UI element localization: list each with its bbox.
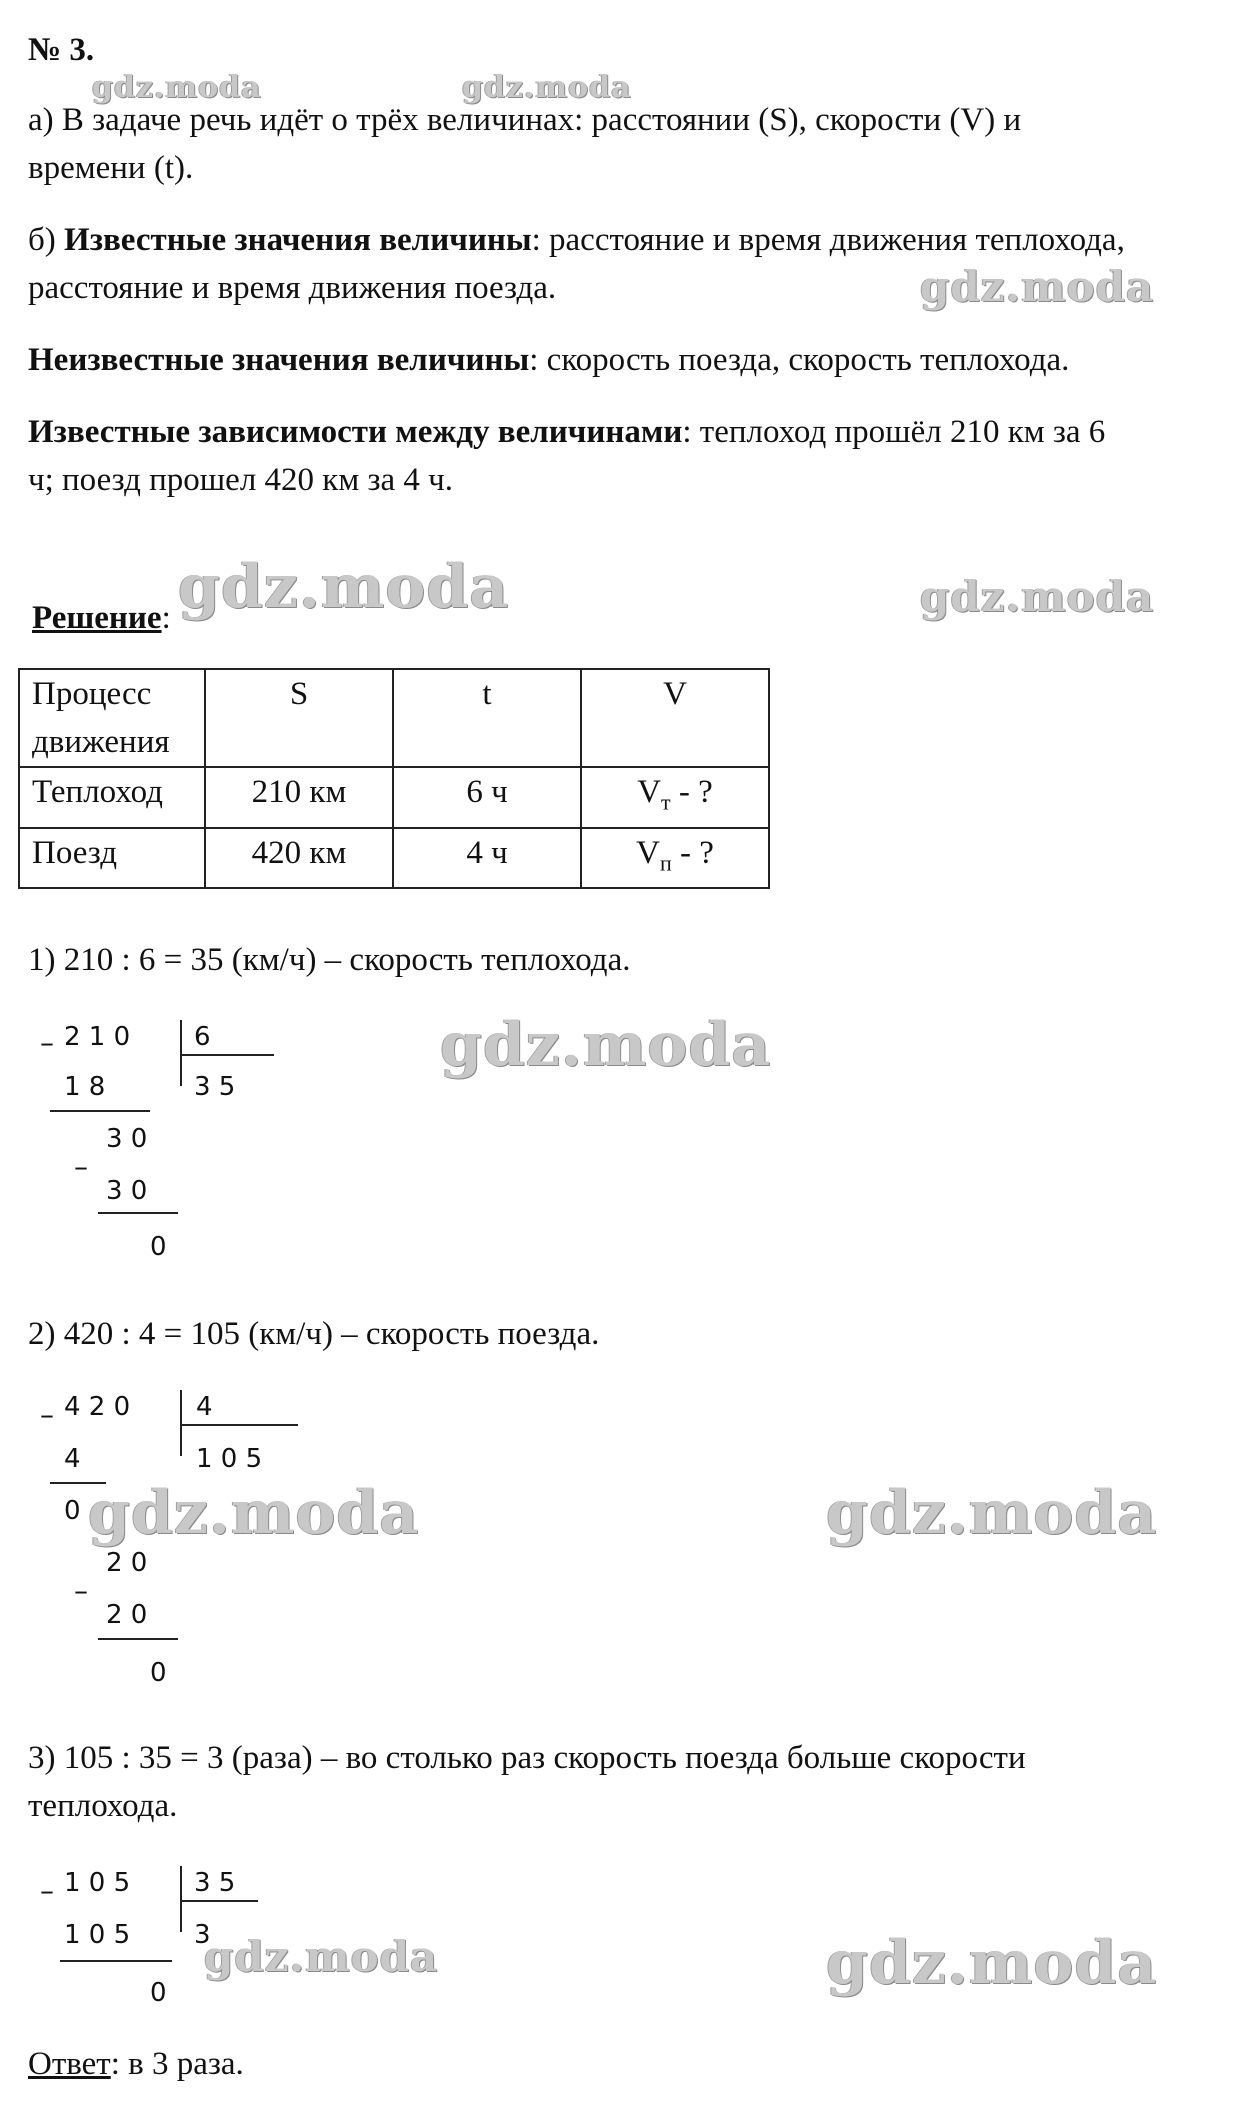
paragraph-a-line1: а) В задаче речь идёт о трёх величинах: расстоянии (S), скорости (V) и — [28, 102, 1022, 138]
table-row — [19, 767, 769, 828]
divisor: 4 — [196, 1392, 213, 1422]
step-1: 1) 210 : 6 = 35 (км/ч) – скорость теплохода. — [28, 942, 631, 978]
cell-name: Теплоход — [19, 767, 205, 828]
division-line — [182, 1424, 298, 1426]
watermark: gdz.moda — [178, 552, 510, 622]
division-bar — [180, 1390, 182, 1456]
solution-colon: : — [161, 600, 171, 636]
answer-label: Ответ — [28, 2046, 111, 2082]
watermark: gdz.moda — [204, 1932, 439, 1981]
watermark: gdz.moda — [920, 572, 1155, 621]
header-t: t — [393, 669, 581, 767]
watermark: gdz.moda — [462, 70, 632, 105]
quotient: 1 0 5 — [196, 1444, 263, 1474]
header-process: Процесс движения — [19, 669, 205, 767]
dependencies-line2: ч; поезд прошел 420 км за 4 ч. — [28, 462, 453, 498]
remainder: 0 — [150, 1978, 167, 2008]
step-2: 2) 420 : 4 = 105 (км/ч) – скорость поезда. — [28, 1316, 600, 1352]
answer-text: : в 3 раза. — [110, 2046, 244, 2082]
paragraph-b-prefix: б) — [28, 222, 65, 258]
remainder: 0 — [150, 1232, 167, 1262]
solution-label: Решение — [32, 600, 162, 636]
subtrahend: 3 0 — [106, 1176, 148, 1206]
watermark: gdz.moda — [920, 262, 1155, 311]
minus-sign: – — [40, 1398, 54, 1431]
quotient: 3 — [194, 1920, 211, 1950]
watermark: gdz.moda — [88, 1478, 420, 1548]
subtrahend: 1 8 — [64, 1072, 106, 1102]
cell-s: 420 км — [205, 828, 393, 889]
table-row — [19, 828, 769, 889]
dividend: 4 2 0 — [64, 1392, 131, 1422]
paragraph-b-line1 — [28, 216, 1125, 264]
watermark: gdz.moda — [826, 1928, 1158, 1998]
paragraph-a-line2: времени (t). — [28, 150, 194, 186]
header-s: S — [205, 669, 393, 767]
divisor: 3 5 — [194, 1868, 236, 1898]
minus-sign: – — [40, 1026, 54, 1059]
answer-line — [28, 2040, 244, 2088]
data-table — [18, 668, 770, 889]
table-header-row — [19, 669, 769, 767]
watermark: gdz.moda — [826, 1478, 1158, 1548]
dependencies-line1 — [28, 408, 1105, 456]
unknown-values-label: Неизвестные значения величины — [28, 342, 530, 378]
underline — [60, 1960, 172, 1962]
underline — [50, 1110, 150, 1112]
unknown-values-text: : скорость поезда, скорость теплохода. — [529, 342, 1070, 378]
cell-v: $V_т$ - ? — [581, 767, 769, 828]
cell-t: 4 ч — [393, 828, 581, 889]
subtrahend: 2 0 — [106, 1600, 148, 1630]
dividend: 1 0 5 — [64, 1868, 131, 1898]
task-heading: № 3. — [28, 32, 95, 68]
unknown-values-line — [28, 336, 1069, 384]
cell-t: 6 ч — [393, 767, 581, 828]
division-bar — [180, 1866, 182, 1932]
watermark: gdz.moda — [92, 70, 262, 105]
underline — [98, 1638, 178, 1640]
dependencies-label: Известные зависимости между величинами — [28, 414, 683, 450]
cell-name: Поезд — [19, 828, 205, 889]
quotient: 3 5 — [194, 1072, 236, 1102]
cell-v: $V_п$ - ? — [581, 828, 769, 889]
divisor: 6 — [194, 1022, 211, 1052]
paragraph-b-line2: расстояние и время движения поезда. — [28, 270, 557, 306]
minus-sign: – — [74, 1150, 88, 1183]
dividend: 2 1 0 — [64, 1022, 131, 1052]
subtrahend: 1 0 5 — [64, 1920, 131, 1950]
partial: 3 0 — [106, 1124, 148, 1154]
division-line — [182, 1900, 258, 1902]
subtrahend: 4 — [64, 1444, 81, 1474]
known-values-text: : расстояние и время движения теплохода, — [531, 222, 1125, 258]
dependencies-text: : теплоход прошёл 210 км за 6 — [682, 414, 1106, 450]
division-bar — [180, 1020, 182, 1086]
watermark: gdz.moda — [440, 1010, 772, 1080]
header-v: V — [581, 669, 769, 767]
known-values-label: Известные значения величины — [64, 222, 532, 258]
cell-s: 210 км — [205, 767, 393, 828]
minus-sign: – — [40, 1874, 54, 1907]
solution-heading — [32, 594, 171, 642]
underline — [98, 1212, 178, 1214]
step-3-line2: теплохода. — [28, 1788, 178, 1824]
division-line — [182, 1054, 274, 1056]
partial: 2 0 — [106, 1548, 148, 1578]
partial-zero: 0 — [64, 1496, 81, 1526]
remainder: 0 — [150, 1658, 167, 1688]
step-3-line1: 3) 105 : 35 = 3 (раза) – во столько раз скорость поезда больше скорости — [28, 1740, 1026, 1776]
minus-sign: – — [74, 1574, 88, 1607]
